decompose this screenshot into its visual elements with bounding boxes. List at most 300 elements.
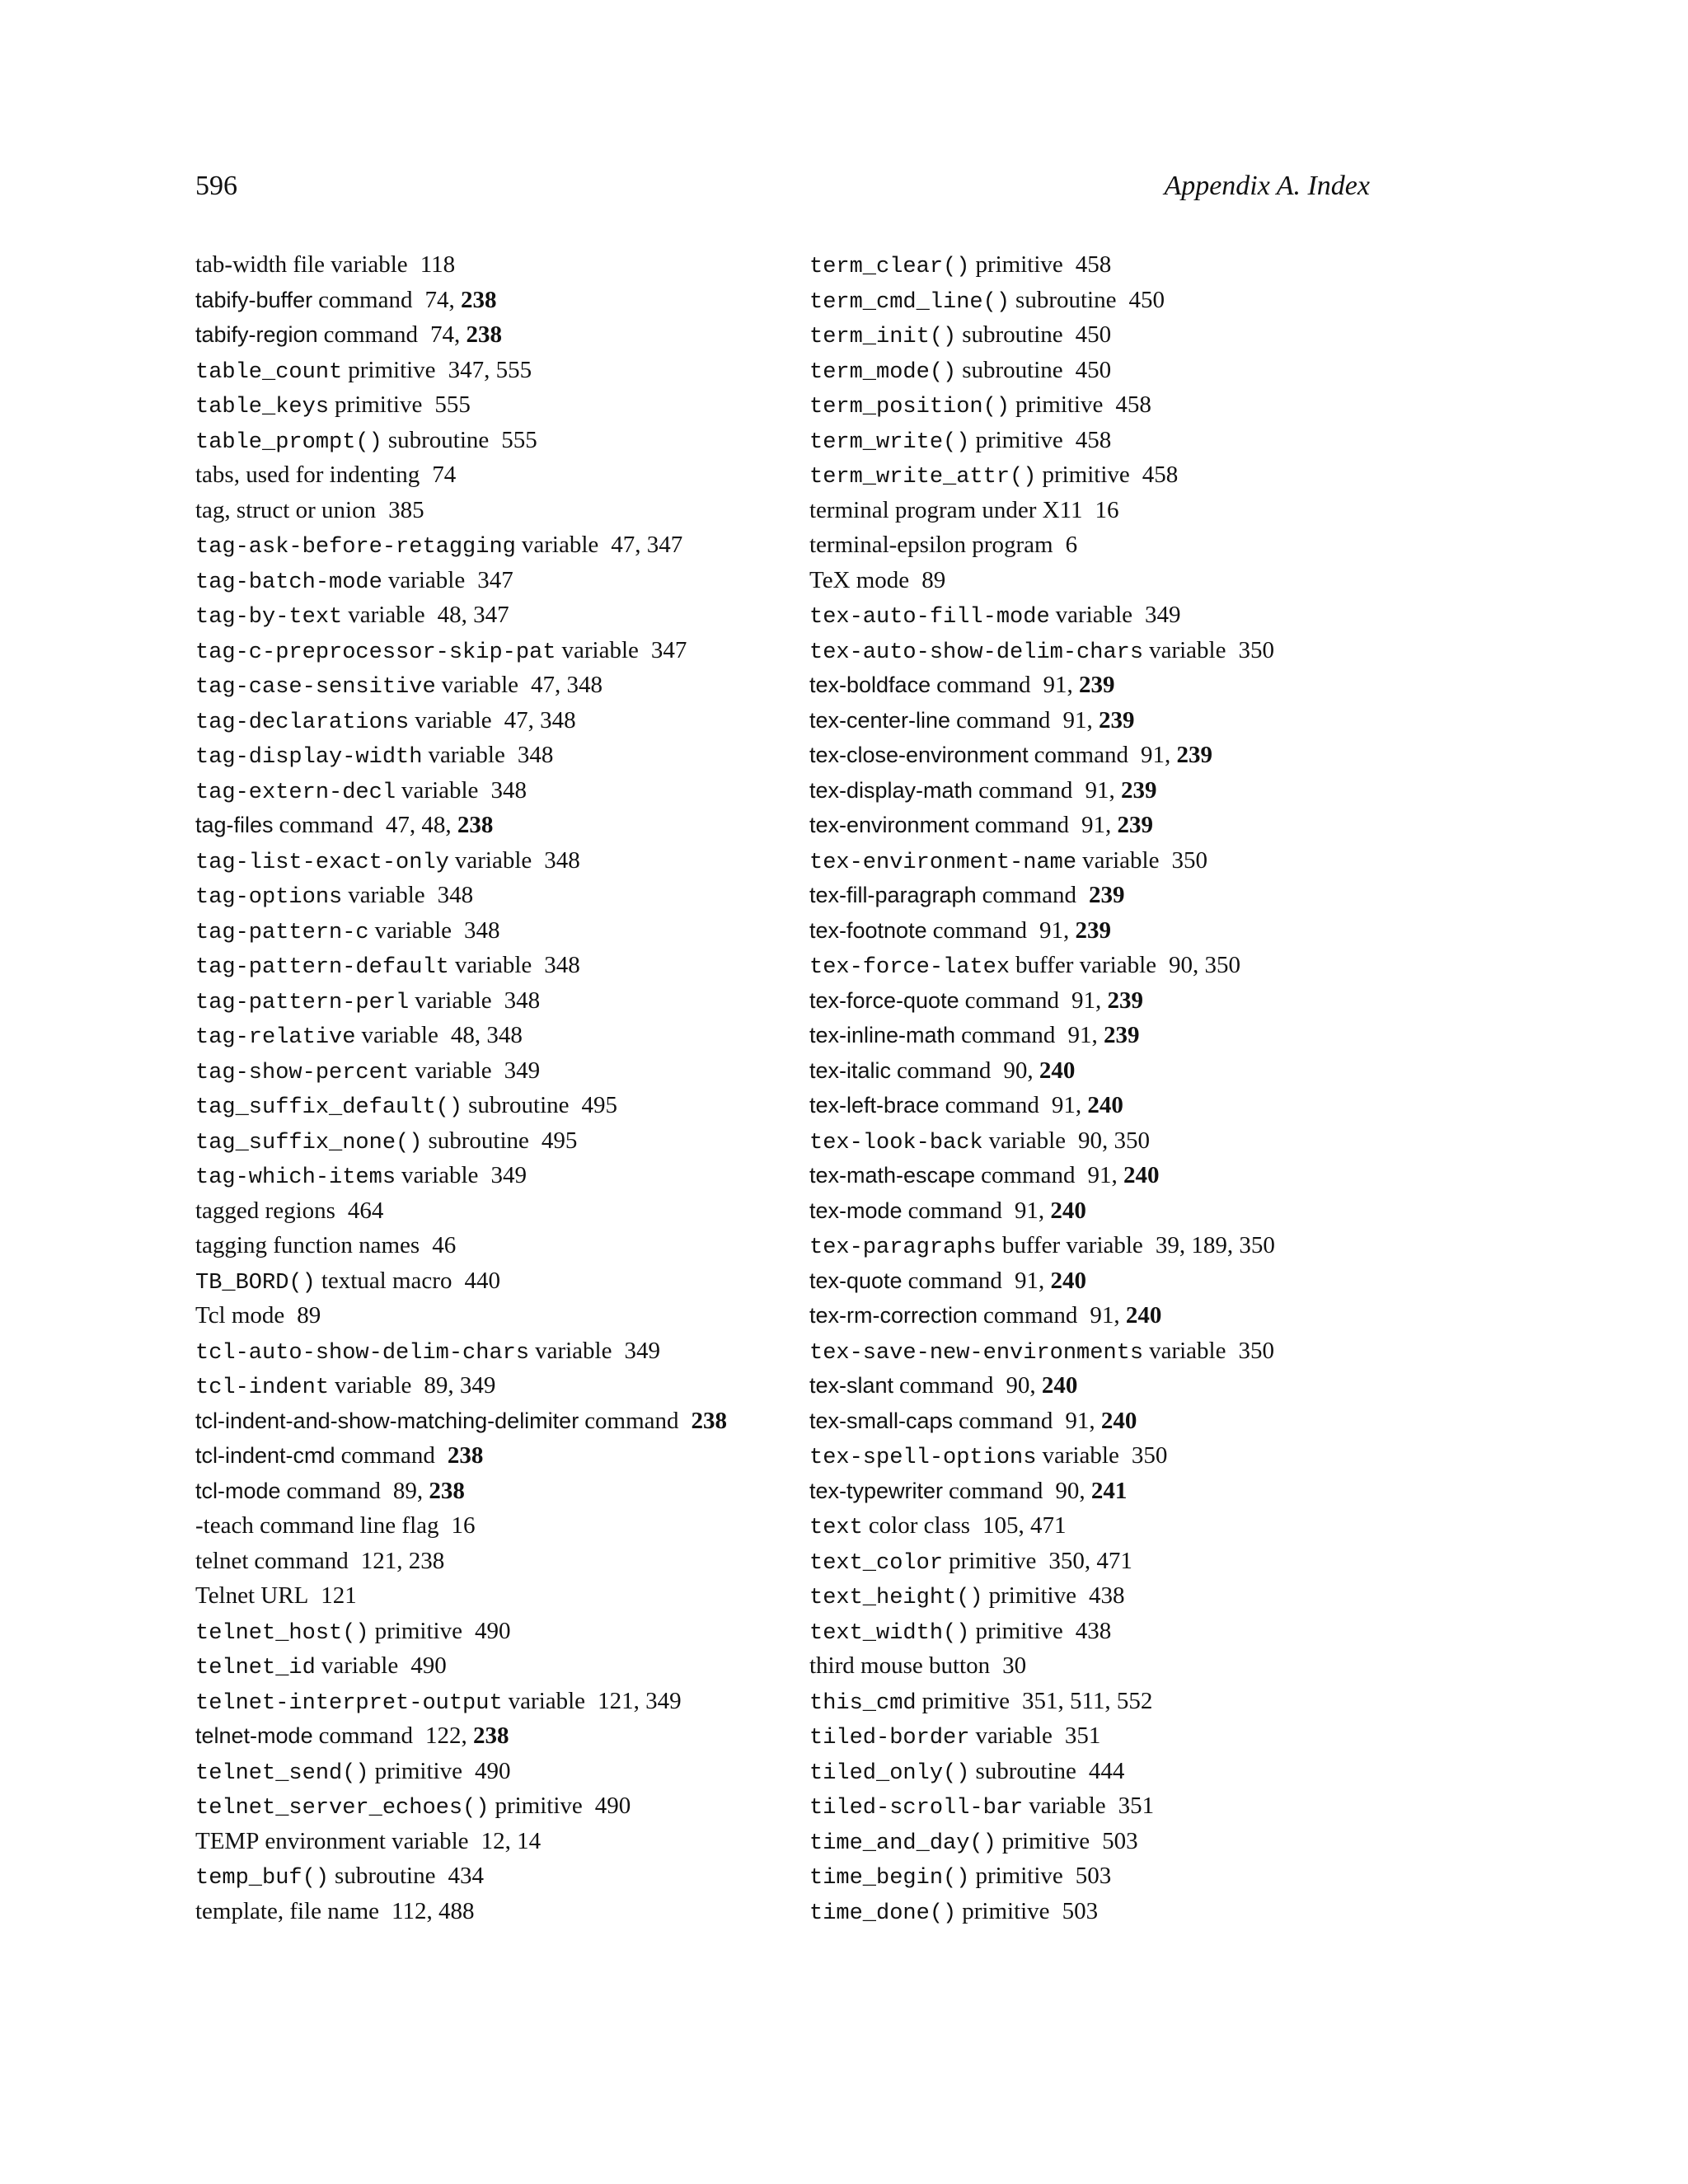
page-ref: 348 — [544, 952, 580, 978]
index-term: tag-files — [195, 813, 274, 837]
index-term: tex-close-environment — [809, 743, 1029, 767]
page-ref: 238 — [460, 286, 497, 313]
index-entry — [809, 1824, 1403, 1859]
index-term: text_width() — [809, 1620, 970, 1646]
page-ref: 112 — [392, 1897, 427, 1924]
index-term: tiled-border — [809, 1726, 970, 1750]
index-entry — [809, 1263, 1403, 1299]
index-entry — [809, 633, 1403, 668]
index-entry — [195, 773, 789, 808]
index-term: tag-relative — [195, 1025, 356, 1050]
page-ref: 240 — [1050, 1197, 1086, 1224]
page-refs — [1115, 391, 1151, 418]
index-term: tex-display-math — [809, 777, 973, 803]
index-term: TB_BORD() — [195, 1270, 316, 1296]
index-term: terminal-epsilon program — [809, 532, 1053, 558]
running-title: Appendix A. Index — [1164, 171, 1370, 201]
page-ref: 552 — [1116, 1687, 1153, 1714]
page-refs — [477, 567, 513, 593]
page-ref: 351 — [1118, 1793, 1155, 1819]
page-ref: 91 — [1140, 742, 1165, 768]
index-term: telnet-interpret-output — [195, 1690, 503, 1716]
page-ref: 238 — [691, 1407, 728, 1434]
page-ref: 349 — [624, 1337, 660, 1364]
index-entry — [809, 1088, 1403, 1123]
index-term: tex-footnote — [809, 917, 927, 943]
page-refs — [921, 567, 945, 593]
index-term: tag-extern-decl — [195, 780, 396, 805]
page-ref: 239 — [1117, 812, 1153, 838]
page-ref: 350 — [1239, 1232, 1275, 1258]
index-term-type: variable — [1149, 636, 1226, 663]
index-term-type: subroutine — [975, 1757, 1076, 1784]
index-entry — [195, 668, 789, 703]
index-entry — [195, 1053, 789, 1089]
page-refs — [1065, 1722, 1101, 1749]
page-refs — [1238, 637, 1274, 663]
page-ref: 471 — [1096, 1547, 1132, 1574]
page-ref: 91 — [1090, 1302, 1114, 1329]
index-entry — [195, 493, 789, 528]
index-term: tag-show-percent — [195, 1060, 410, 1085]
page-header — [195, 170, 1370, 211]
index-term-type: command — [340, 1442, 435, 1469]
page-refs — [501, 427, 537, 453]
page-refs — [1076, 321, 1112, 348]
page-refs — [1076, 1618, 1112, 1644]
index-term-type: variable — [321, 1652, 399, 1679]
page-ref: 511 — [1069, 1687, 1105, 1714]
index-entry — [195, 1754, 789, 1789]
index-entry — [809, 1228, 1403, 1263]
index-term-type: variable — [454, 952, 532, 978]
page-ref: 238 — [472, 1722, 509, 1749]
index-entry — [195, 1648, 789, 1684]
page-refs — [1089, 882, 1125, 908]
index-term-type: variable — [988, 1127, 1067, 1154]
page-ref: 121 — [321, 1582, 357, 1609]
index-term: telnet_host() — [195, 1620, 369, 1646]
page-refs: 91, 240 — [1014, 1267, 1086, 1294]
page-ref: 458 — [1075, 251, 1112, 278]
page-refs — [438, 882, 474, 908]
index-column-left — [195, 247, 789, 1929]
index-entry — [195, 387, 789, 423]
index-entry — [195, 283, 789, 318]
index-term: term_position() — [809, 395, 1010, 419]
index-term-type: command — [286, 1477, 381, 1504]
index-entry — [809, 353, 1403, 388]
page-ref: 349 — [490, 1162, 527, 1188]
page-refs: 12, 14 — [481, 1827, 542, 1854]
page-ref: 89 — [392, 1477, 417, 1504]
page-ref: 350 — [1238, 636, 1274, 663]
page-ref: 348 — [566, 672, 603, 698]
index-term-type: variable — [415, 1057, 492, 1084]
index-term: tag, struct or union — [195, 496, 377, 523]
page-refs — [504, 1057, 541, 1084]
index-term-type: command — [983, 1302, 1078, 1329]
page-ref: 490 — [594, 1793, 631, 1819]
index-term: tag-c-preprocessor-skip-pat — [195, 640, 556, 665]
page-refs — [464, 917, 500, 944]
page-ref: 91 — [1071, 987, 1095, 1014]
index-entry — [195, 1333, 789, 1369]
page-refs: 347, 555 — [448, 356, 532, 383]
index-term-type: primitive — [1015, 391, 1104, 418]
page-ref: 348 — [490, 776, 527, 804]
index-term-type: subroutine — [962, 321, 1063, 348]
index-term: tex-italic — [809, 1057, 892, 1083]
page-ref: 47 — [531, 672, 556, 698]
index-term: tabify-region — [195, 322, 318, 347]
index-term: tex-math-escape — [809, 1163, 976, 1188]
page-ref: 438 — [1075, 1617, 1112, 1644]
page-ref: 48 — [450, 1022, 475, 1048]
index-entry — [809, 1508, 1403, 1544]
index-term: tex-force-latex — [809, 955, 1010, 980]
page-ref: 503 — [1102, 1827, 1138, 1854]
index-term: TeX mode — [809, 566, 910, 593]
index-term-type: command — [907, 1197, 1002, 1224]
index-term: telnet — [195, 1547, 249, 1574]
index-term: tag-options — [195, 885, 343, 910]
index-entry — [195, 353, 789, 388]
page-refs: 91, 240 — [1014, 1197, 1086, 1224]
index-term: term_clear() — [809, 255, 970, 279]
page-ref: 239 — [1078, 672, 1115, 698]
page-ref: 90 — [1078, 1127, 1103, 1154]
index-term: tex-auto-show-delim-chars — [809, 640, 1144, 665]
index-term-type: command — [956, 706, 1051, 733]
index-term: tex-inline-math — [809, 1023, 956, 1047]
index-term: Tcl mode — [195, 1302, 285, 1329]
index-term: tcl-indent-cmd — [195, 1443, 335, 1468]
page-number: 596 — [195, 171, 237, 201]
index-term-type: command — [897, 1057, 992, 1084]
page-ref: 189 — [1191, 1232, 1227, 1258]
page-refs — [1076, 1863, 1112, 1889]
page-ref: 89 — [921, 566, 946, 593]
index-term-type: command — [982, 882, 1076, 908]
page-ref: 6 — [1065, 532, 1078, 558]
page-ref: 238 — [447, 1442, 484, 1469]
index-term-type: variable — [561, 636, 639, 663]
index-term-type: command — [1034, 742, 1128, 768]
page-ref: 555 — [495, 356, 532, 383]
index-term: table_count — [195, 359, 343, 385]
index-entry — [809, 913, 1403, 949]
index-term-type: primitive — [975, 251, 1063, 278]
page-refs — [1076, 357, 1112, 383]
index-term: Telnet URL — [195, 1582, 309, 1609]
index-entry — [195, 1894, 789, 1929]
index-term-type: variable — [387, 566, 466, 593]
page-ref: 348 — [517, 742, 554, 768]
index-term: tab-width file variable — [195, 251, 408, 278]
index-term: tag-ask-before-retagging — [195, 535, 516, 560]
index-term: term_write_attr() — [809, 465, 1037, 490]
index-term-type: variable — [454, 846, 532, 874]
page-ref: 239 — [1075, 916, 1111, 944]
index-term-type: command — [318, 286, 413, 313]
page-ref: 348 — [540, 706, 576, 733]
index-entry — [809, 527, 1403, 563]
index-entry — [195, 1788, 789, 1824]
page-refs — [544, 952, 580, 978]
page-refs — [432, 1232, 456, 1258]
page-ref: 347 — [477, 566, 513, 593]
page-ref: 239 — [1088, 882, 1125, 908]
index-term: tex-environment-name — [809, 850, 1077, 875]
index-entry — [809, 1858, 1403, 1894]
page-ref: 16 — [451, 1512, 476, 1539]
page-ref: 351 — [1021, 1687, 1058, 1714]
page-refs: 91, 239 — [1071, 987, 1143, 1014]
page-ref: 74 — [432, 462, 457, 488]
page-ref: 239 — [1103, 1022, 1140, 1048]
page-refs: 91, 239 — [1039, 916, 1111, 944]
index-term: telnet_server_echoes() — [195, 1796, 490, 1821]
index-entry — [809, 1578, 1403, 1614]
page-refs — [1132, 1442, 1168, 1469]
page-ref: 458 — [1115, 391, 1151, 418]
index-term-type: primitive — [335, 391, 423, 418]
page-refs — [651, 637, 687, 663]
index-term: template, file name — [195, 1897, 380, 1924]
page-ref: 495 — [581, 1092, 617, 1118]
page-refs — [1142, 462, 1179, 488]
index-entry — [195, 1298, 789, 1333]
page-ref: 240 — [1125, 1302, 1162, 1329]
index-term-type: variable — [348, 602, 425, 628]
index-term: tex-small-caps — [809, 1408, 954, 1433]
page-ref: 555 — [501, 426, 537, 453]
index-term: term_init() — [809, 325, 957, 349]
page-refs — [1002, 1652, 1026, 1679]
index-term-type: command — [932, 916, 1027, 944]
index-entry — [195, 1578, 789, 1614]
page-ref: 450 — [1128, 286, 1165, 313]
index-term-type: command — [945, 1092, 1039, 1118]
index-term: tex-mode — [809, 1197, 903, 1223]
page-ref: 91 — [1081, 812, 1105, 838]
index-term-type: command — [961, 1022, 1056, 1048]
page-refs — [582, 1092, 618, 1118]
index-term-type: variable — [374, 916, 452, 944]
page-ref: 48 — [437, 602, 462, 628]
page-ref: 90 — [1169, 952, 1193, 978]
page-ref: 238 — [429, 1477, 465, 1504]
page-ref: 464 — [347, 1197, 384, 1224]
index-term: tag-declarations — [195, 710, 410, 735]
page-ref: 122 — [424, 1722, 462, 1749]
index-term-type: environment variable — [265, 1827, 469, 1854]
page-ref: 458 — [1142, 462, 1179, 488]
index-term-type: command — [318, 1722, 413, 1749]
page-refs — [1076, 427, 1112, 453]
index-entry — [195, 598, 789, 633]
index-term-type: variable — [415, 706, 492, 733]
page-refs: 91, 239 — [1085, 776, 1157, 804]
page-refs — [1076, 251, 1112, 278]
index-entry — [809, 387, 1403, 423]
page-ref: 350 — [1131, 1442, 1168, 1469]
index-term: tex-slant — [809, 1373, 894, 1398]
page-refs: 39, 189, 350 — [1155, 1232, 1275, 1258]
index-term: tex-fill-paragraph — [809, 883, 977, 907]
page-ref: 238 — [457, 812, 494, 838]
page-ref: 458 — [1075, 426, 1112, 453]
page-ref: 350 — [1238, 1337, 1274, 1364]
page-refs: 121, 238 — [360, 1547, 445, 1574]
index-term: tag_suffix_default() — [195, 1095, 463, 1120]
page-ref: 91 — [1014, 1197, 1039, 1224]
index-term-type: subroutine — [428, 1127, 529, 1154]
index-term: text — [809, 1516, 863, 1540]
page-refs: 47, 348 — [504, 706, 576, 733]
page-refs — [1171, 847, 1207, 874]
index-term: time_done() — [809, 1900, 957, 1926]
index-term-type: command — [254, 1547, 349, 1574]
page-refs — [490, 777, 527, 804]
page-ref: 349 — [645, 1687, 682, 1714]
page-refs: 90, 240 — [1006, 1372, 1078, 1399]
page-ref: 555 — [434, 391, 471, 418]
index-term-type: variable — [361, 1022, 438, 1048]
page-refs — [1145, 602, 1181, 628]
page-ref: 349 — [1145, 602, 1181, 628]
page-ref: 444 — [1088, 1757, 1125, 1784]
page-refs: 105, 471 — [982, 1512, 1067, 1539]
index-term: tcl-indent — [195, 1376, 330, 1400]
index-entry — [809, 1404, 1403, 1439]
page-refs: 90, 350 — [1169, 952, 1241, 978]
page-refs — [448, 1442, 484, 1469]
index-term: telnet-mode — [195, 1723, 313, 1748]
index-term: tabs, used for indenting — [195, 462, 420, 488]
index-term: text_color — [809, 1550, 944, 1576]
index-term: table_prompt() — [195, 429, 382, 455]
page-refs — [595, 1793, 631, 1819]
page-refs: 48, 348 — [450, 1022, 523, 1048]
page-refs — [544, 847, 580, 874]
index-term-type: variable — [1055, 602, 1133, 628]
page-refs — [1095, 497, 1119, 523]
index-term: tex-environment — [809, 813, 969, 837]
index-entry — [809, 1894, 1403, 1929]
page-refs — [504, 987, 541, 1014]
index-term-type: variable — [521, 532, 599, 558]
page-refs: 121, 349 — [598, 1687, 682, 1714]
page-ref: 350 — [1048, 1547, 1085, 1574]
page-refs — [475, 1758, 511, 1784]
page-ref: 238 — [466, 321, 502, 348]
index-entry — [809, 1684, 1403, 1719]
index-term: tiled_only() — [809, 1760, 970, 1786]
index-term-type: textual macro — [321, 1267, 452, 1294]
page-ref: 240 — [1039, 1057, 1076, 1084]
index-entry — [809, 1754, 1403, 1789]
index-entry — [809, 598, 1403, 633]
page-refs: 91, 239 — [1062, 706, 1135, 733]
index-entry — [195, 247, 789, 283]
index-term-type: variable — [415, 987, 492, 1014]
index-term-type: variable — [1029, 1793, 1106, 1819]
index-term: temp_buf() — [195, 1866, 330, 1891]
page-refs — [1089, 1582, 1125, 1609]
index-entry — [195, 1544, 789, 1579]
page-ref: 351 — [1064, 1722, 1101, 1749]
index-entry — [809, 423, 1403, 458]
index-term: tag-pattern-c — [195, 920, 369, 945]
index-term: tex-typewriter — [809, 1478, 944, 1503]
index-term: TEMP — [195, 1827, 260, 1854]
page-refs — [692, 1408, 728, 1434]
index-entry — [809, 493, 1403, 528]
page-refs: 90, 350 — [1078, 1127, 1151, 1154]
index-entry — [195, 878, 789, 913]
index-entry — [195, 1263, 789, 1299]
page-refs: 90, 240 — [1003, 1057, 1076, 1084]
index-term-type: buffer variable — [1015, 952, 1157, 978]
index-term: tex-quote — [809, 1268, 903, 1293]
index-term: tex-boldface — [809, 673, 931, 697]
page-ref: 240 — [1087, 1092, 1123, 1118]
page-ref: 74 — [429, 321, 454, 348]
page-refs — [410, 1652, 447, 1679]
index-term-type: variable — [428, 742, 505, 768]
index-term: tagging function names — [195, 1232, 420, 1258]
index-term-type: primitive — [374, 1757, 462, 1784]
page-ref: 91 — [1014, 1267, 1039, 1294]
page-ref: 347 — [448, 356, 485, 383]
index-entry — [809, 1053, 1403, 1089]
index-entry — [809, 878, 1403, 913]
page-ref: 90 — [1055, 1477, 1080, 1504]
index-term: tex-center-line — [809, 707, 951, 733]
page-refs — [321, 1582, 357, 1609]
index-entry — [195, 738, 789, 773]
page-ref: 89 — [424, 1372, 448, 1399]
index-entry — [195, 1228, 789, 1263]
index-term: tag-display-width — [195, 745, 423, 770]
index-entry — [809, 1368, 1403, 1404]
page-ref: 90 — [1006, 1372, 1030, 1399]
index-entry — [809, 1474, 1403, 1509]
page-ref: 240 — [1041, 1372, 1078, 1399]
index-entry — [809, 983, 1403, 1019]
page-ref: 14 — [517, 1827, 542, 1854]
index-entry — [195, 457, 789, 493]
page-ref: 239 — [1098, 706, 1135, 733]
page-refs: 350, 471 — [1048, 1547, 1132, 1574]
index-term-type: primitive — [975, 1617, 1063, 1644]
page-refs: 74, 238 — [429, 321, 502, 348]
page-ref: 490 — [474, 1617, 511, 1644]
index-term: time_begin() — [809, 1866, 970, 1891]
index-term-type: variable — [535, 1337, 612, 1364]
index-entry — [809, 1158, 1403, 1193]
page-refs: 89, 238 — [392, 1477, 465, 1504]
index-term-type: color class — [868, 1512, 971, 1539]
page-ref: 438 — [1088, 1582, 1125, 1609]
index-term-type: command — [981, 1162, 1076, 1188]
index-entry — [809, 1193, 1403, 1229]
page-ref: 450 — [1075, 321, 1112, 348]
page-ref: 118 — [420, 251, 456, 278]
page-refs — [542, 1127, 578, 1154]
